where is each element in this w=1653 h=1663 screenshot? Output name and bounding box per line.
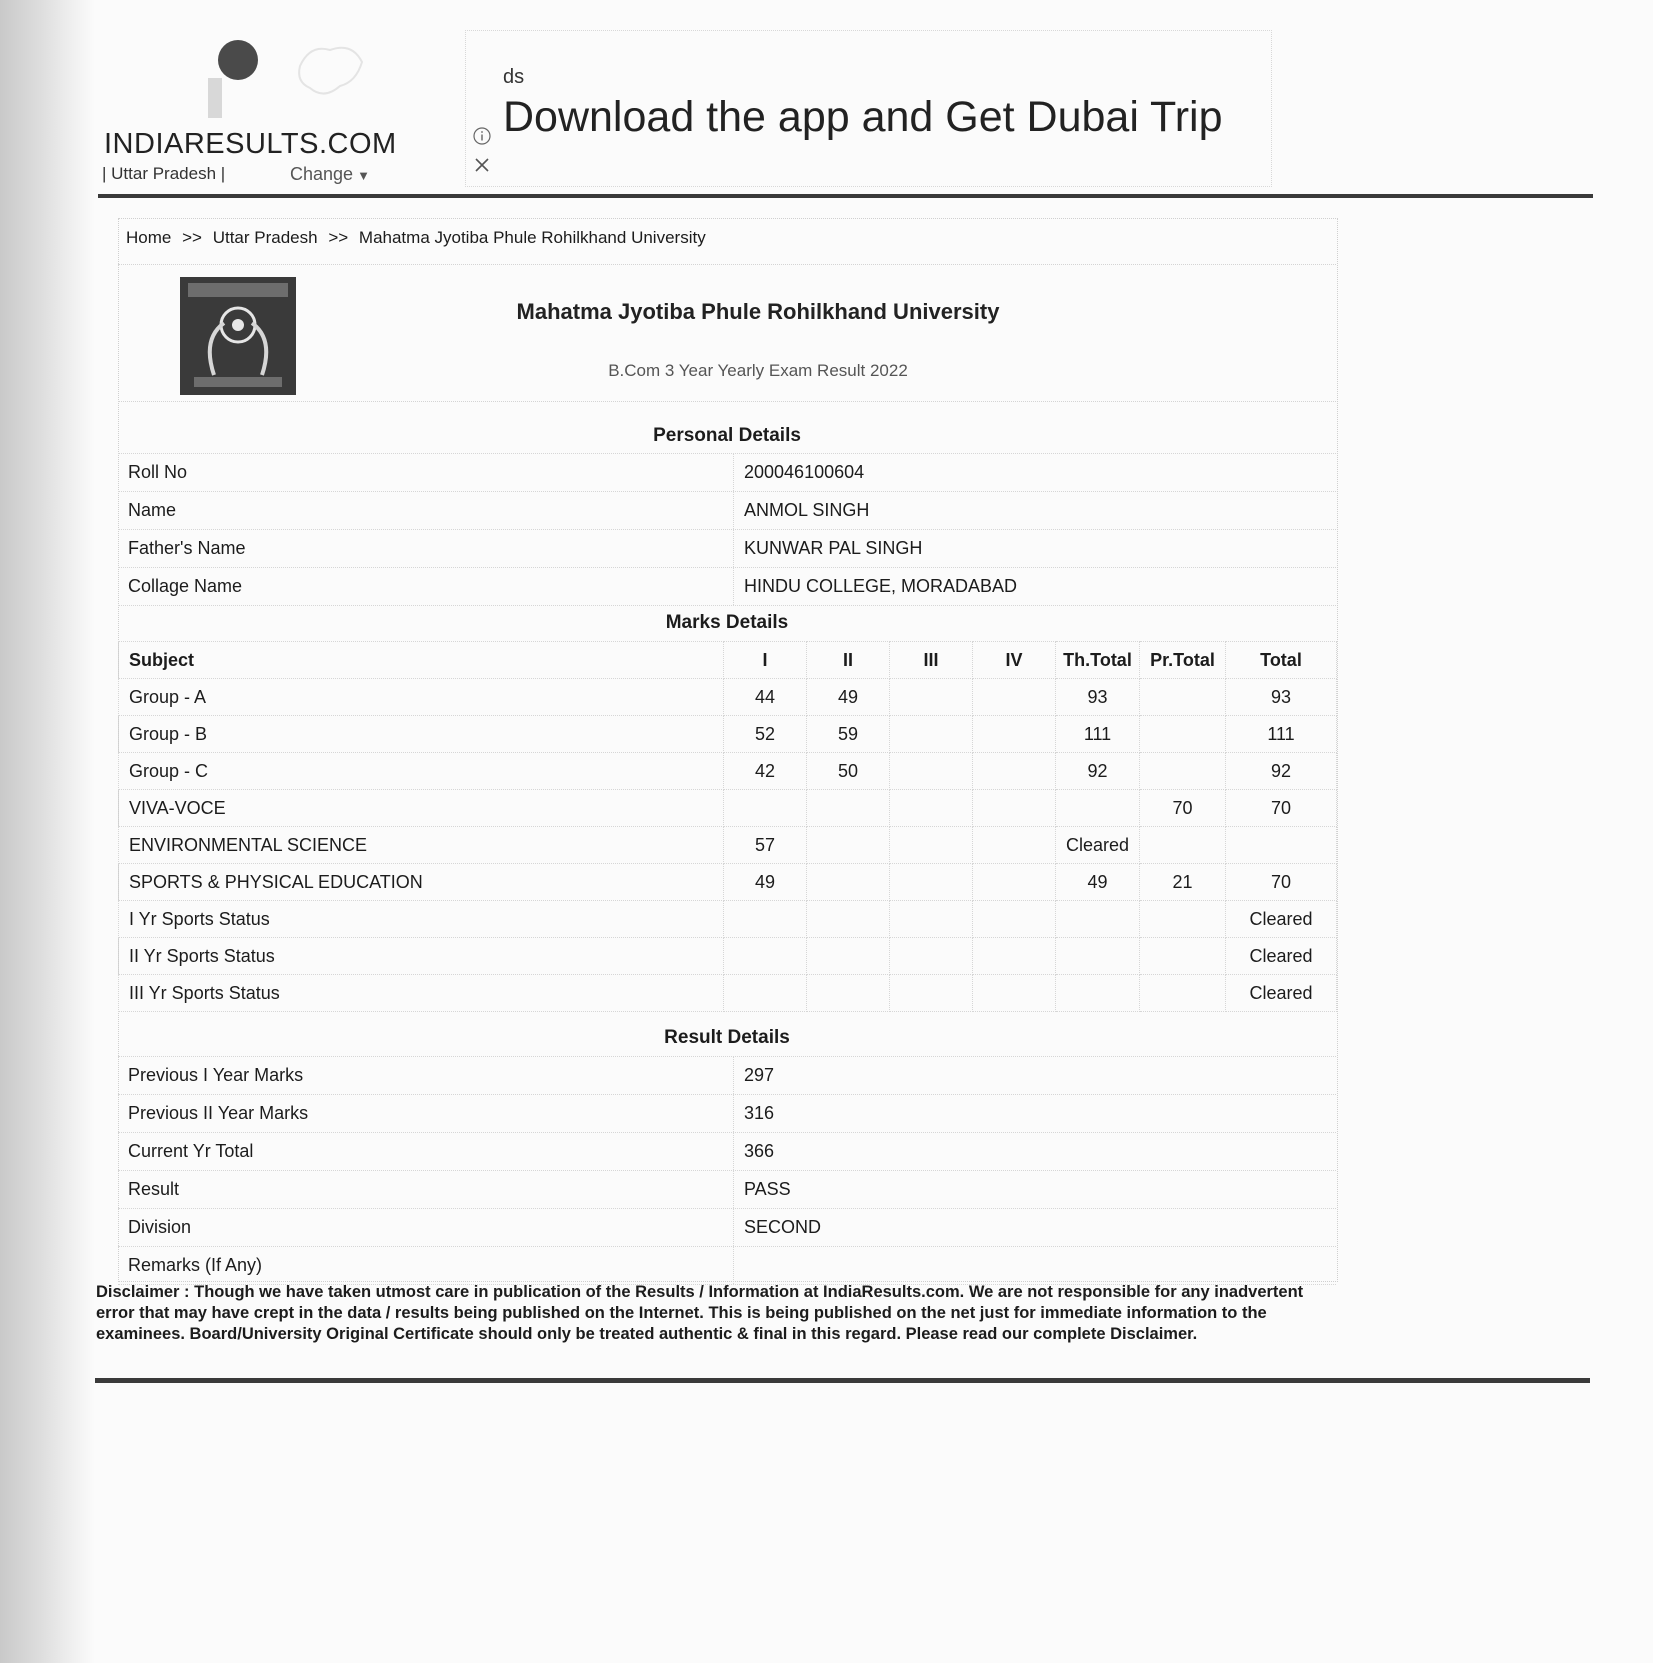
marks-cell: Cleared [1226,938,1337,975]
subject-cell: Group - C [119,753,724,790]
marks-cell [1056,790,1140,827]
marks-cell [973,827,1056,864]
table-row [119,864,1337,901]
marks-column-header: III [890,642,973,679]
marks-cell [973,679,1056,716]
marks-cell [890,790,973,827]
marks-cell: 49 [724,864,807,901]
marks-cell: 70 [1140,790,1226,827]
table-row [119,679,1337,716]
marks-cell [724,901,807,938]
breadcrumb-separator: >> [328,228,349,247]
marks-cell: 57 [724,827,807,864]
breadcrumb [126,228,706,248]
marks-cell [1140,827,1226,864]
breadcrumb-university[interactable]: Mahatma Jyotiba Phule Rohilkhand University [358,228,706,247]
site-logo-text: INDIARESULTS.COM [104,128,397,160]
table-row [119,827,1337,864]
table-row [119,753,1337,790]
site-logo[interactable] [100,36,397,186]
breadcrumb-home[interactable]: Home [126,228,172,247]
detail-value: ANMOL SINGH [744,500,870,520]
table-row [119,938,1337,975]
marks-cell [807,901,890,938]
marks-table [118,641,1337,1012]
marks-cell [1140,901,1226,938]
subject-cell: ENVIRONMENTAL SCIENCE [119,827,724,864]
marks-cell [890,975,973,1012]
marks-cell: Cleared [1056,827,1140,864]
detail-row [118,1056,1336,1094]
subject-cell: Group - A [119,679,724,716]
marks-cell: 70 [1226,864,1337,901]
marks-cell [890,679,973,716]
result-details-title: Result Details [664,1027,790,1048]
marks-cell [973,716,1056,753]
detail-label: Current Yr Total [118,1133,734,1170]
detail-label: Result [118,1171,734,1208]
detail-row [118,1246,1336,1285]
marks-cell [890,938,973,975]
site-logo-icon [208,38,268,118]
ad-title[interactable]: Download the app and Get Dubai Trip [503,93,1223,141]
marks-cell: 92 [1226,753,1337,790]
marks-column-header: II [807,642,890,679]
detail-value: HINDU COLLEGE, MORADABAD [744,576,1018,596]
marks-column-header: Total [1226,642,1337,679]
exam-title: B.Com 3 Year Yearly Exam Result 2022 [608,361,908,380]
info-icon[interactable] [473,127,491,145]
marks-cell [890,827,973,864]
marks-cell: 52 [724,716,807,753]
marks-cell: 93 [1226,679,1337,716]
detail-value: KUNWAR PAL SINGH [744,538,923,558]
marks-cell: Cleared [1226,975,1337,1012]
marks-cell [1140,753,1226,790]
marks-cell [890,864,973,901]
footer-divider [95,1378,1590,1383]
detail-label: Division [118,1209,734,1246]
marks-cell [1226,827,1337,864]
marks-cell [807,790,890,827]
subject-cell: SPORTS & PHYSICAL EDUCATION [119,864,724,901]
marks-cell: 93 [1056,679,1140,716]
state-label: | Uttar Pradesh | [102,164,226,183]
personal-details-table [118,453,1336,606]
marks-cell [973,864,1056,901]
marks-cell [890,753,973,790]
disclaimer-text: Disclaimer : Though we have taken utmost care in publication of the Results / Information at IndiaResults.com. We are not responsible for any inadvertent error that may have crept in the data / results being published on the Internet. This is being published on the net just for immediate information to the examinees. Board/University Original Certificate should only be treated authentic & final in this regard. Please read our complete Disclaimer. [96,1283,1304,1343]
subject-cell: I Yr Sports Status [119,901,724,938]
marks-cell [973,901,1056,938]
detail-label: Collage Name [118,568,734,605]
marks-cell: 70 [1226,790,1337,827]
detail-row [118,1132,1336,1170]
table-row [119,975,1337,1012]
detail-label: Remarks (If Any) [118,1247,734,1284]
detail-row [118,1208,1336,1246]
marks-cell [807,827,890,864]
marks-cell: 59 [807,716,890,753]
breadcrumb-state[interactable]: Uttar Pradesh [212,228,318,247]
ad-banner[interactable] [465,30,1272,187]
marks-column-header: Subject [119,642,724,679]
personal-details-title: Personal Details [653,425,801,446]
marks-column-header: Pr.Total [1140,642,1226,679]
subject-cell: II Yr Sports Status [119,938,724,975]
scan-edge-shadow [0,0,95,1663]
detail-value: PASS [744,1179,791,1199]
detail-row [118,453,1336,491]
table-row [119,790,1337,827]
university-name: Mahatma Jyotiba Phule Rohilkhand University [516,299,1000,324]
result-details-table [118,1056,1336,1285]
marks-cell [1056,901,1140,938]
university-header [118,264,1336,402]
marks-column-header: Th.Total [1056,642,1140,679]
close-icon[interactable] [474,157,490,173]
detail-label: Father's Name [118,530,734,567]
marks-cell [724,938,807,975]
detail-row [118,1170,1336,1208]
table-row [119,716,1337,753]
marks-cell: 49 [807,679,890,716]
marks-column-header: IV [973,642,1056,679]
table-row [119,901,1337,938]
marks-cell [807,864,890,901]
marks-cell: 111 [1056,716,1140,753]
detail-row [118,529,1336,567]
ad-tag: ds [503,66,525,88]
marks-cell [890,716,973,753]
marks-cell [1140,938,1226,975]
marks-cell [807,938,890,975]
marks-cell: 49 [1056,864,1140,901]
breadcrumb-separator: >> [182,228,202,247]
marks-cell [890,901,973,938]
marks-cell [973,753,1056,790]
detail-value: 366 [744,1141,775,1161]
detail-label: Roll No [118,454,734,491]
detail-label: Previous I Year Marks [118,1057,734,1094]
marks-cell: 42 [724,753,807,790]
university-emblem [180,277,296,395]
marks-cell [724,975,807,1012]
detail-row [118,567,1336,606]
subject-cell: III Yr Sports Status [119,975,724,1012]
change-state-link[interactable] [290,164,370,185]
marks-cell [724,790,807,827]
marks-cell [1140,975,1226,1012]
marks-cell: 111 [1226,716,1337,753]
detail-value: 316 [744,1103,775,1123]
marks-cell [1056,975,1140,1012]
marks-cell [973,938,1056,975]
detail-row [118,1094,1336,1132]
marks-cell: 21 [1140,864,1226,901]
detail-row [118,491,1336,529]
detail-value: 297 [744,1065,775,1085]
subject-cell: VIVA-VOCE [119,790,724,827]
marks-cell [1140,716,1226,753]
marks-cell [973,790,1056,827]
marks-details-title: Marks Details [665,612,789,633]
marks-cell: Cleared [1226,901,1337,938]
marks-cell [807,975,890,1012]
detail-label: Name [118,492,734,529]
detail-value: 200046100604 [744,462,865,482]
marks-cell [1056,938,1140,975]
detail-value: SECOND [744,1217,822,1237]
marks-cell: 50 [807,753,890,790]
detail-label: Previous II Year Marks [118,1095,734,1132]
marks-cell [1140,679,1226,716]
marks-cell: 92 [1056,753,1140,790]
header-divider [98,194,1593,198]
caret-down-icon: ▼ [357,168,370,183]
marks-cell [973,975,1056,1012]
change-label: Change [290,164,354,184]
state-map-icon [290,36,370,106]
marks-cell: 44 [724,679,807,716]
marks-column-header: I [724,642,807,679]
subject-cell: Group - B [119,716,724,753]
marks-header-row [119,642,1337,679]
